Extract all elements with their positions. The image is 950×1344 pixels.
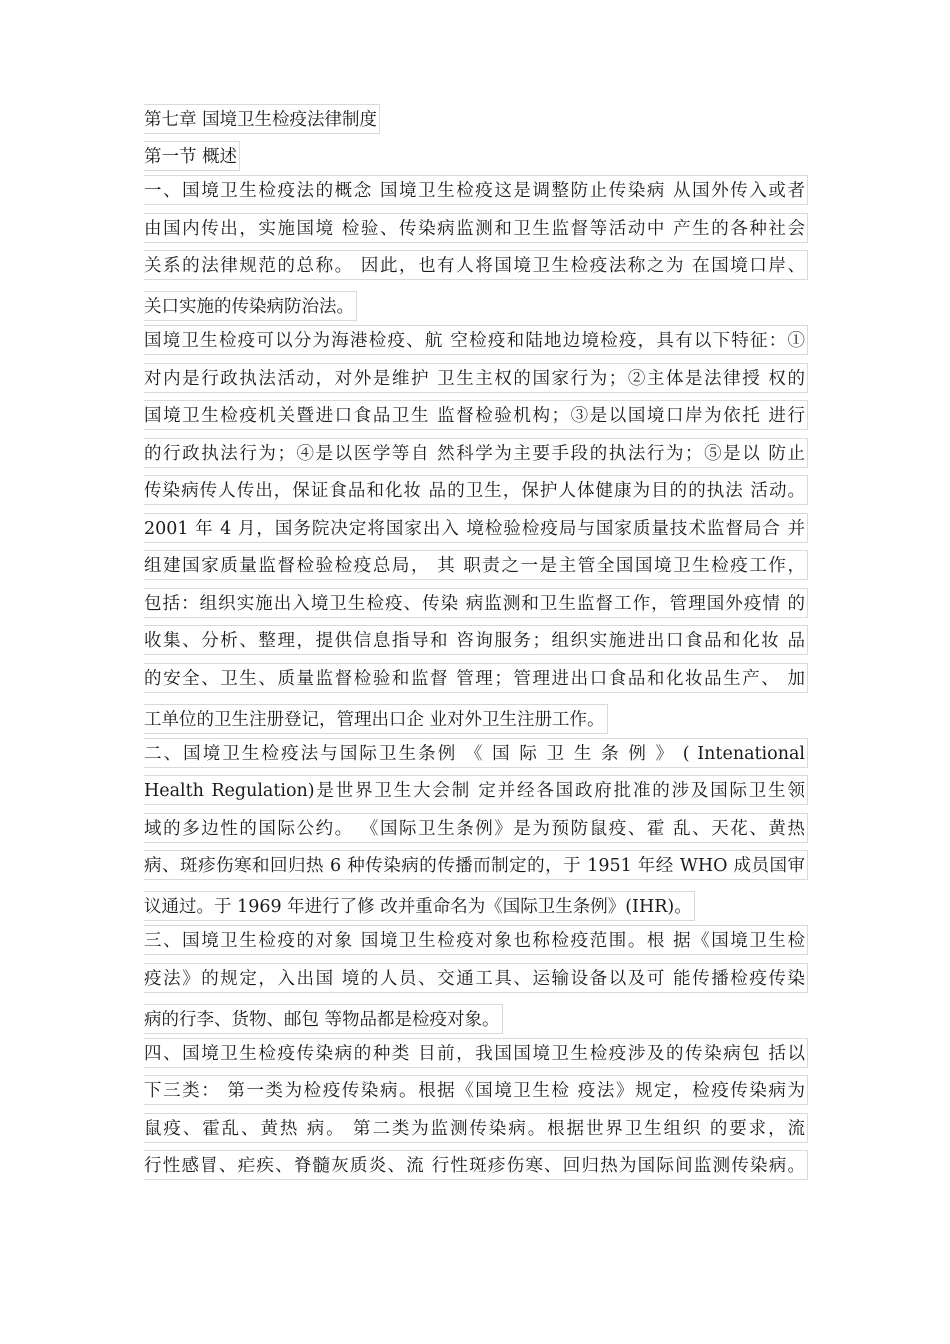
- text-line: [144, 850, 808, 888]
- text-line: [144, 1150, 808, 1188]
- text-line-content: 的安全、卫生、质量监督检验和监督 管理；管理进出口食品和化妆品生产、 加: [144, 663, 808, 693]
- text-line-content: 病的行李、货物、邮包 等物品都是检疫对象。: [144, 1004, 503, 1034]
- text-line: [144, 363, 808, 401]
- text-line: [144, 288, 808, 326]
- text-line: [144, 550, 808, 588]
- text-line: [144, 588, 808, 626]
- text-line: [144, 1000, 808, 1038]
- text-line: [144, 738, 808, 776]
- text-line: [144, 963, 808, 1001]
- text-line-content: 议通过。于 1969 年进行了修 改并重命名为《国际卫生条例》(IHR)。: [144, 891, 695, 921]
- text-line-content: 疫法》的规定，入出国 境的人员、交通工具、运输设备以及可 能传播检疫传染: [144, 963, 808, 993]
- text-line-content: 包括：组织实施出入境卫生检疫、传染 病监测和卫生监督工作，管理国外疫情 的: [144, 588, 808, 618]
- text-line-content: Health Regulation)是世界卫生大会制 定并经各国政府批准的涉及国际卫生领: [144, 775, 808, 805]
- text-line: [144, 438, 808, 476]
- text-line: [144, 175, 808, 213]
- text-line-content: 组建国家质量监督检验检疫总局， 其 职责之一是主管全国国境卫生检疫工作，: [144, 550, 808, 580]
- text-line: [144, 1038, 808, 1076]
- text-line-content: 行性感冒、疟疾、脊髓灰质炎、流 行性斑疹伤寒、回归热为国际间监测传染病。: [144, 1150, 808, 1180]
- text-lines: [144, 175, 808, 1188]
- document-body: [144, 100, 808, 1188]
- text-line: [144, 1113, 808, 1151]
- text-line-content: 对内是行政执法活动，对外是维护 卫生主权的国家行为；②主体是法律授 权的: [144, 363, 808, 393]
- text-line-content: 鼠疫、霍乱、黄热 病。 第二类为监测传染病。根据世界卫生组织 的要求，流: [144, 1113, 808, 1143]
- text-line: [144, 813, 808, 851]
- text-line-content: 的行政执法行为；④是以医学等自 然科学为主要手段的执法行为；⑤是以 防止: [144, 438, 808, 468]
- text-line: [144, 513, 808, 551]
- text-line-content: 传染病传人传出，保证食品和化妆 品的卫生，保护人体健康为目的的执法 活动。: [144, 475, 808, 505]
- text-line-content: 三、国境卫生检疫的对象 国境卫生检疫对象也称检疫范围。根 据《国境卫生检: [144, 925, 808, 955]
- text-line: [144, 888, 808, 926]
- text-line-content: 病、斑疹伤寒和回归热 6 种传染病的传播而制定的，于 1951 年经 WHO 成员国审: [144, 850, 808, 880]
- text-line: [144, 775, 808, 813]
- text-line-content: 收集、分析、整理，提供信息指导和 咨询服务；组织实施进出口食品和化妆 品: [144, 625, 808, 655]
- text-line-content: 域的多边性的国际公约。 《国际卫生条例》是为预防鼠疫、霍 乱、天花、黄热: [144, 813, 808, 843]
- text-line-content: 下三类： 第一类为检疫传染病。根据《国境卫生检 疫法》规定，检疫传染病为: [144, 1075, 808, 1105]
- text-line-content: 四、国境卫生检疫传染病的种类 目前，我国国境卫生检疫涉及的传染病包 括以: [144, 1038, 808, 1068]
- text-line-content: 关口实施的传染病防治法。: [144, 291, 357, 321]
- text-line-content: 国境卫生检疫机关暨进口食品卫生 监督检验机构；③是以国境口岸为依托 进行: [144, 400, 808, 430]
- text-line: [144, 250, 808, 288]
- text-line: [144, 700, 808, 738]
- text-line-content: 国境卫生检疫可以分为海港检疫、航 空检疫和陆地边境检疫，具有以下特征：①: [144, 325, 808, 355]
- text-line-content: 2001 年 4 月，国务院决定将国家出入 境检验检疫局与国家质量技术监督局合 并: [144, 513, 808, 543]
- text-line-content: 二、国境卫生检疫法与国际卫生条例 《 国 际 卫 生 条 例 》 ( Intenational: [144, 738, 808, 768]
- text-line: [144, 400, 808, 438]
- text-line: [144, 325, 808, 363]
- text-line: [144, 925, 808, 963]
- text-line-content: 一、国境卫生检疫法的概念 国境卫生检疫这是调整防止传染病 从国外传入或者: [144, 175, 808, 205]
- text-line: [144, 663, 808, 701]
- text-line-content: 工单位的卫生注册登记，管理出口企 业对外卫生注册工作。: [144, 704, 608, 734]
- text-line-content: 关系的法律规范的总称。 因此，也有人将国境卫生检疫法称之为 在国境口岸、: [144, 250, 808, 280]
- text-line: [144, 213, 808, 251]
- section-title: 第一节 概述: [144, 138, 808, 176]
- text-line-content: 由国内传出，实施国境 检验、传染病监测和卫生监督等活动中 产生的各种社会: [144, 213, 808, 243]
- text-line: [144, 1075, 808, 1113]
- text-line: [144, 475, 808, 513]
- chapter-title: 第七章 国境卫生检疫法律制度: [144, 100, 808, 138]
- text-line: [144, 625, 808, 663]
